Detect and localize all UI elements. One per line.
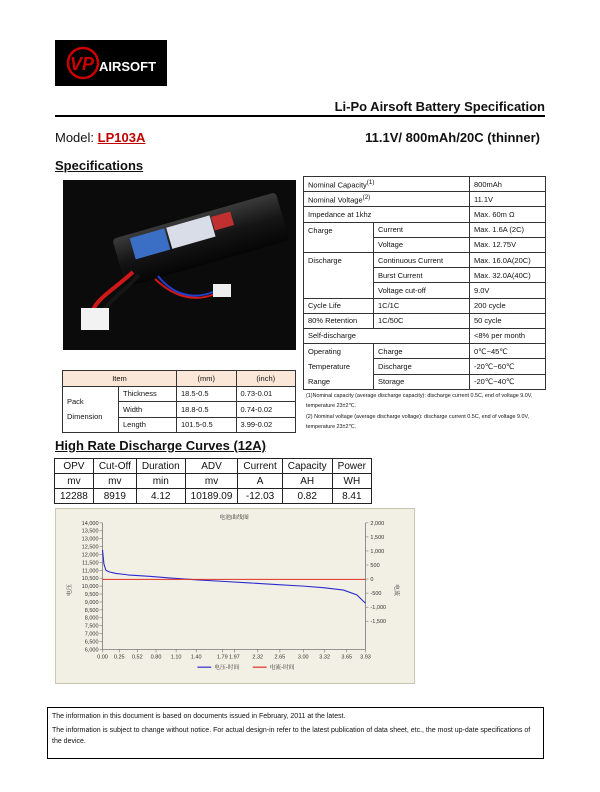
discharge-curves-title: High Rate Discharge Curves (12A) <box>55 438 266 453</box>
retention-label: 80% Retention <box>304 313 374 328</box>
battery-illustration <box>63 180 296 350</box>
charge-voltage-label: Voltage <box>374 237 470 252</box>
table-row <box>304 192 546 207</box>
table-row <box>304 313 546 328</box>
left-tick-label: 11,500 <box>82 560 99 567</box>
cycle-life-condition: 1C/1C <box>374 298 470 313</box>
value-cell: 12288 <box>55 489 94 504</box>
x-tick-label: 0.80 <box>150 654 162 661</box>
burst-current-label: Burst Current <box>374 268 470 283</box>
discharge-chart-svg <box>56 509 414 683</box>
right-tick-label: -1,500 <box>370 619 387 626</box>
model-label-text: Model: <box>55 130 98 145</box>
unit-cell: AH <box>282 474 332 489</box>
unit-cell: mv <box>93 474 136 489</box>
left-tick-label: 12,500 <box>81 544 99 551</box>
table-row <box>304 177 546 192</box>
inch-header: (inch) <box>236 371 296 387</box>
document-title: Li-Po Airsoft Battery Specification <box>334 99 545 114</box>
value-cell: 10189.09 <box>185 489 238 504</box>
continuous-current-label: Continuous Current <box>374 252 470 267</box>
left-tick-label: 13,500 <box>81 528 99 535</box>
dimension-mm: 18.5-0.5 <box>177 386 237 402</box>
left-tick-label: 7,000 <box>84 631 99 638</box>
x-tick-label: 0.25 <box>113 654 125 661</box>
left-tick-label: 11,000 <box>82 568 99 575</box>
value-cell: -12.03 <box>238 489 282 504</box>
dimension-inch: 0.73-0.01 <box>236 386 296 402</box>
table-row <box>304 298 546 313</box>
voltage-cutoff-label: Voltage cut-off <box>374 283 470 298</box>
logo-text: AIRSOFT <box>99 59 157 74</box>
table-row <box>304 222 546 237</box>
burst-current-value: Max. 32.0A(40C) <box>470 268 546 283</box>
self-discharge-label: Self-discharge <box>304 328 470 343</box>
specification-table <box>303 176 546 390</box>
header-cell: Power <box>332 459 371 474</box>
header-cell: OPV <box>55 459 94 474</box>
legend-voltage-label: 电压-时间 <box>214 665 240 672</box>
right-tick-label: 1,500 <box>370 534 385 541</box>
x-tick-label: 2.65 <box>274 654 286 661</box>
retention-condition: 1C/50C <box>374 313 470 328</box>
table-row <box>304 252 546 267</box>
left-tick-label: 9,500 <box>84 592 99 598</box>
note-1: (1)Nominal capacity (average discharge capacity): discharge current 0.5C, end of voltage 9.0V, temperature 23±2℃. <box>306 393 533 410</box>
retention-value: 50 cycle <box>470 313 546 328</box>
mm-header: (mm) <box>177 371 237 387</box>
x-tick-label: 1.97 <box>228 654 240 661</box>
value-cell: 0.82 <box>282 489 332 504</box>
charge-current-label: Current <box>374 222 470 237</box>
y-left-axis-label: 电压 <box>65 584 73 596</box>
right-tick-label: -1,000 <box>370 605 387 612</box>
dimension-name: Width <box>119 402 177 418</box>
unit-cell: mv <box>55 474 94 489</box>
pack-dimension-table <box>62 370 296 433</box>
temp-discharge-value: -20℃~60℃ <box>470 359 546 374</box>
header-cell: Duration <box>136 459 185 474</box>
nominal-voltage-label: Nominal Voltage$^{(2)}$ <box>304 192 470 207</box>
dimension-name: Thickness <box>119 386 177 402</box>
table-header-row <box>63 371 296 387</box>
left-tick-label: 8,500 <box>84 607 99 614</box>
note-2: (2) Nominal voltage (average discharge voltage): discharge current 0.5C, end of voltage 9.0V, temperature 23±2℃. <box>306 413 530 430</box>
disclaimer-box <box>47 707 544 759</box>
charge-label: Charge <box>304 222 374 252</box>
header-cell: Current <box>238 459 282 474</box>
right-tick-label: -500 <box>370 591 382 598</box>
cycle-life-value: 200 cycle <box>470 298 546 313</box>
left-tick-label: 9,000 <box>84 599 99 606</box>
x-tick-label: 0.00 <box>97 654 108 661</box>
temp-storage-label: Storage <box>374 374 470 389</box>
voltage-cutoff-value: 9.0V <box>470 283 546 298</box>
disclaimer-line-2: The information is subject to change without notice. For actual design-in refer to the latest publication of data sheet, etc., the most up-date specifications of the device. <box>52 727 531 746</box>
logo-mark: VP <box>70 54 95 74</box>
table-row <box>55 474 372 489</box>
x-tick-label: 3.32 <box>319 654 331 661</box>
table-row <box>63 386 296 402</box>
discharge-summary-table <box>54 458 372 504</box>
header-cell: Cut-Off <box>93 459 136 474</box>
battery-photo <box>63 180 296 350</box>
x-tick-label: 3.00 <box>297 654 309 661</box>
dimension-inch: 3.99-0.02 <box>236 417 296 433</box>
left-tick-label: 6,500 <box>84 639 99 646</box>
model-number: LP103A <box>97 130 146 145</box>
table-header-row <box>55 459 372 474</box>
left-tick-label: 10,000 <box>81 584 99 591</box>
temp-charge-value: 0℃~45℃ <box>470 344 546 359</box>
header-cell: ADV <box>185 459 238 474</box>
right-tick-label: 1,000 <box>370 548 385 555</box>
spec-notes <box>306 391 550 432</box>
voltage-series-line <box>103 550 366 603</box>
item-header: Item <box>63 371 177 387</box>
model-row <box>55 130 540 145</box>
y-right-axis-label: 电流 <box>393 584 401 596</box>
value-cell: 4.12 <box>136 489 185 504</box>
self-discharge-value: <8% per month <box>470 328 546 343</box>
logo-graphic <box>55 40 167 86</box>
left-tick-label: 6,000 <box>84 647 99 654</box>
temp-storage-value: -20℃~40℃ <box>470 374 546 389</box>
left-tick-label: 10,500 <box>81 576 99 583</box>
value-cell: 8.41 <box>332 489 371 504</box>
unit-cell: WH <box>332 474 371 489</box>
x-tick-label: 1.40 <box>190 654 202 661</box>
value-cell: 8919 <box>93 489 136 504</box>
specifications-title: Specifications <box>55 158 144 173</box>
table-row <box>304 207 546 222</box>
cycle-life-label: Cycle Life <box>304 298 374 313</box>
unit-cell: mv <box>185 474 238 489</box>
unit-cell: A <box>238 474 282 489</box>
left-tick-label: 7,500 <box>84 623 99 630</box>
discharge-chart <box>55 508 415 684</box>
nominal-capacity-value: 800mAh <box>470 177 546 192</box>
x-tick-label: 3.65 <box>341 654 353 661</box>
discharge-label: Discharge <box>304 252 374 298</box>
left-tick-label: 14,000 <box>81 520 99 527</box>
chart-title: 电池曲线图 <box>219 513 249 521</box>
charge-voltage-value: Max. 12.75V <box>470 237 546 252</box>
temp-discharge-label: Discharge <box>374 359 470 374</box>
legend-current-label: 电流-时间 <box>269 665 295 672</box>
table-row <box>304 344 546 359</box>
right-tick-label: 500 <box>370 563 380 569</box>
nominal-voltage-value: 11.1V <box>470 192 546 207</box>
left-tick-label: 8,000 <box>84 615 99 622</box>
dimension-mm: 18.8-0.5 <box>177 402 237 418</box>
x-tick-label: 2.32 <box>252 654 264 661</box>
pack-dimension-label: Pack Dimension <box>63 386 119 433</box>
model-spec-line: 11.1V/ 800mAh/20C (thinner) <box>365 130 540 145</box>
x-tick-label: 3.93 <box>360 654 371 661</box>
impedance-label: Impedance at 1khz <box>304 207 470 222</box>
table-row <box>304 328 546 343</box>
temperature-range-label: Operating Temperature Range <box>304 344 374 390</box>
nominal-capacity-label: Nominal Capacity$^{(1)}$ <box>304 177 470 192</box>
x-tick-label: 1.10 <box>170 654 182 661</box>
dimension-name: Length <box>119 417 177 433</box>
left-tick-label: 13,000 <box>81 536 99 543</box>
left-tick-label: 12,000 <box>81 552 99 559</box>
model-label <box>55 130 145 145</box>
x-tick-label: 1.79 <box>216 654 228 661</box>
continuous-current-value: Max. 16.0A(20C) <box>470 252 546 267</box>
right-tick-label: 0 <box>370 577 374 584</box>
charge-current-value: Max. 1.6A (2C) <box>470 222 546 237</box>
dimension-mm: 101.5-0.5 <box>177 417 237 433</box>
temp-charge-label: Charge <box>374 344 470 359</box>
dimension-inch: 0.74-0.02 <box>236 402 296 418</box>
disclaimer-line-1: The information in this document is based on documents issued in February, 2011 at the latest. <box>52 713 346 720</box>
header-divider <box>55 115 545 117</box>
unit-cell: min <box>136 474 185 489</box>
x-tick-label: 0.52 <box>131 654 143 661</box>
brand-logo <box>55 40 167 86</box>
header-cell: Capacity <box>282 459 332 474</box>
table-row <box>55 489 372 504</box>
impedance-value: Max. 60m Ω <box>470 207 546 222</box>
right-tick-label: 2,000 <box>370 520 385 527</box>
